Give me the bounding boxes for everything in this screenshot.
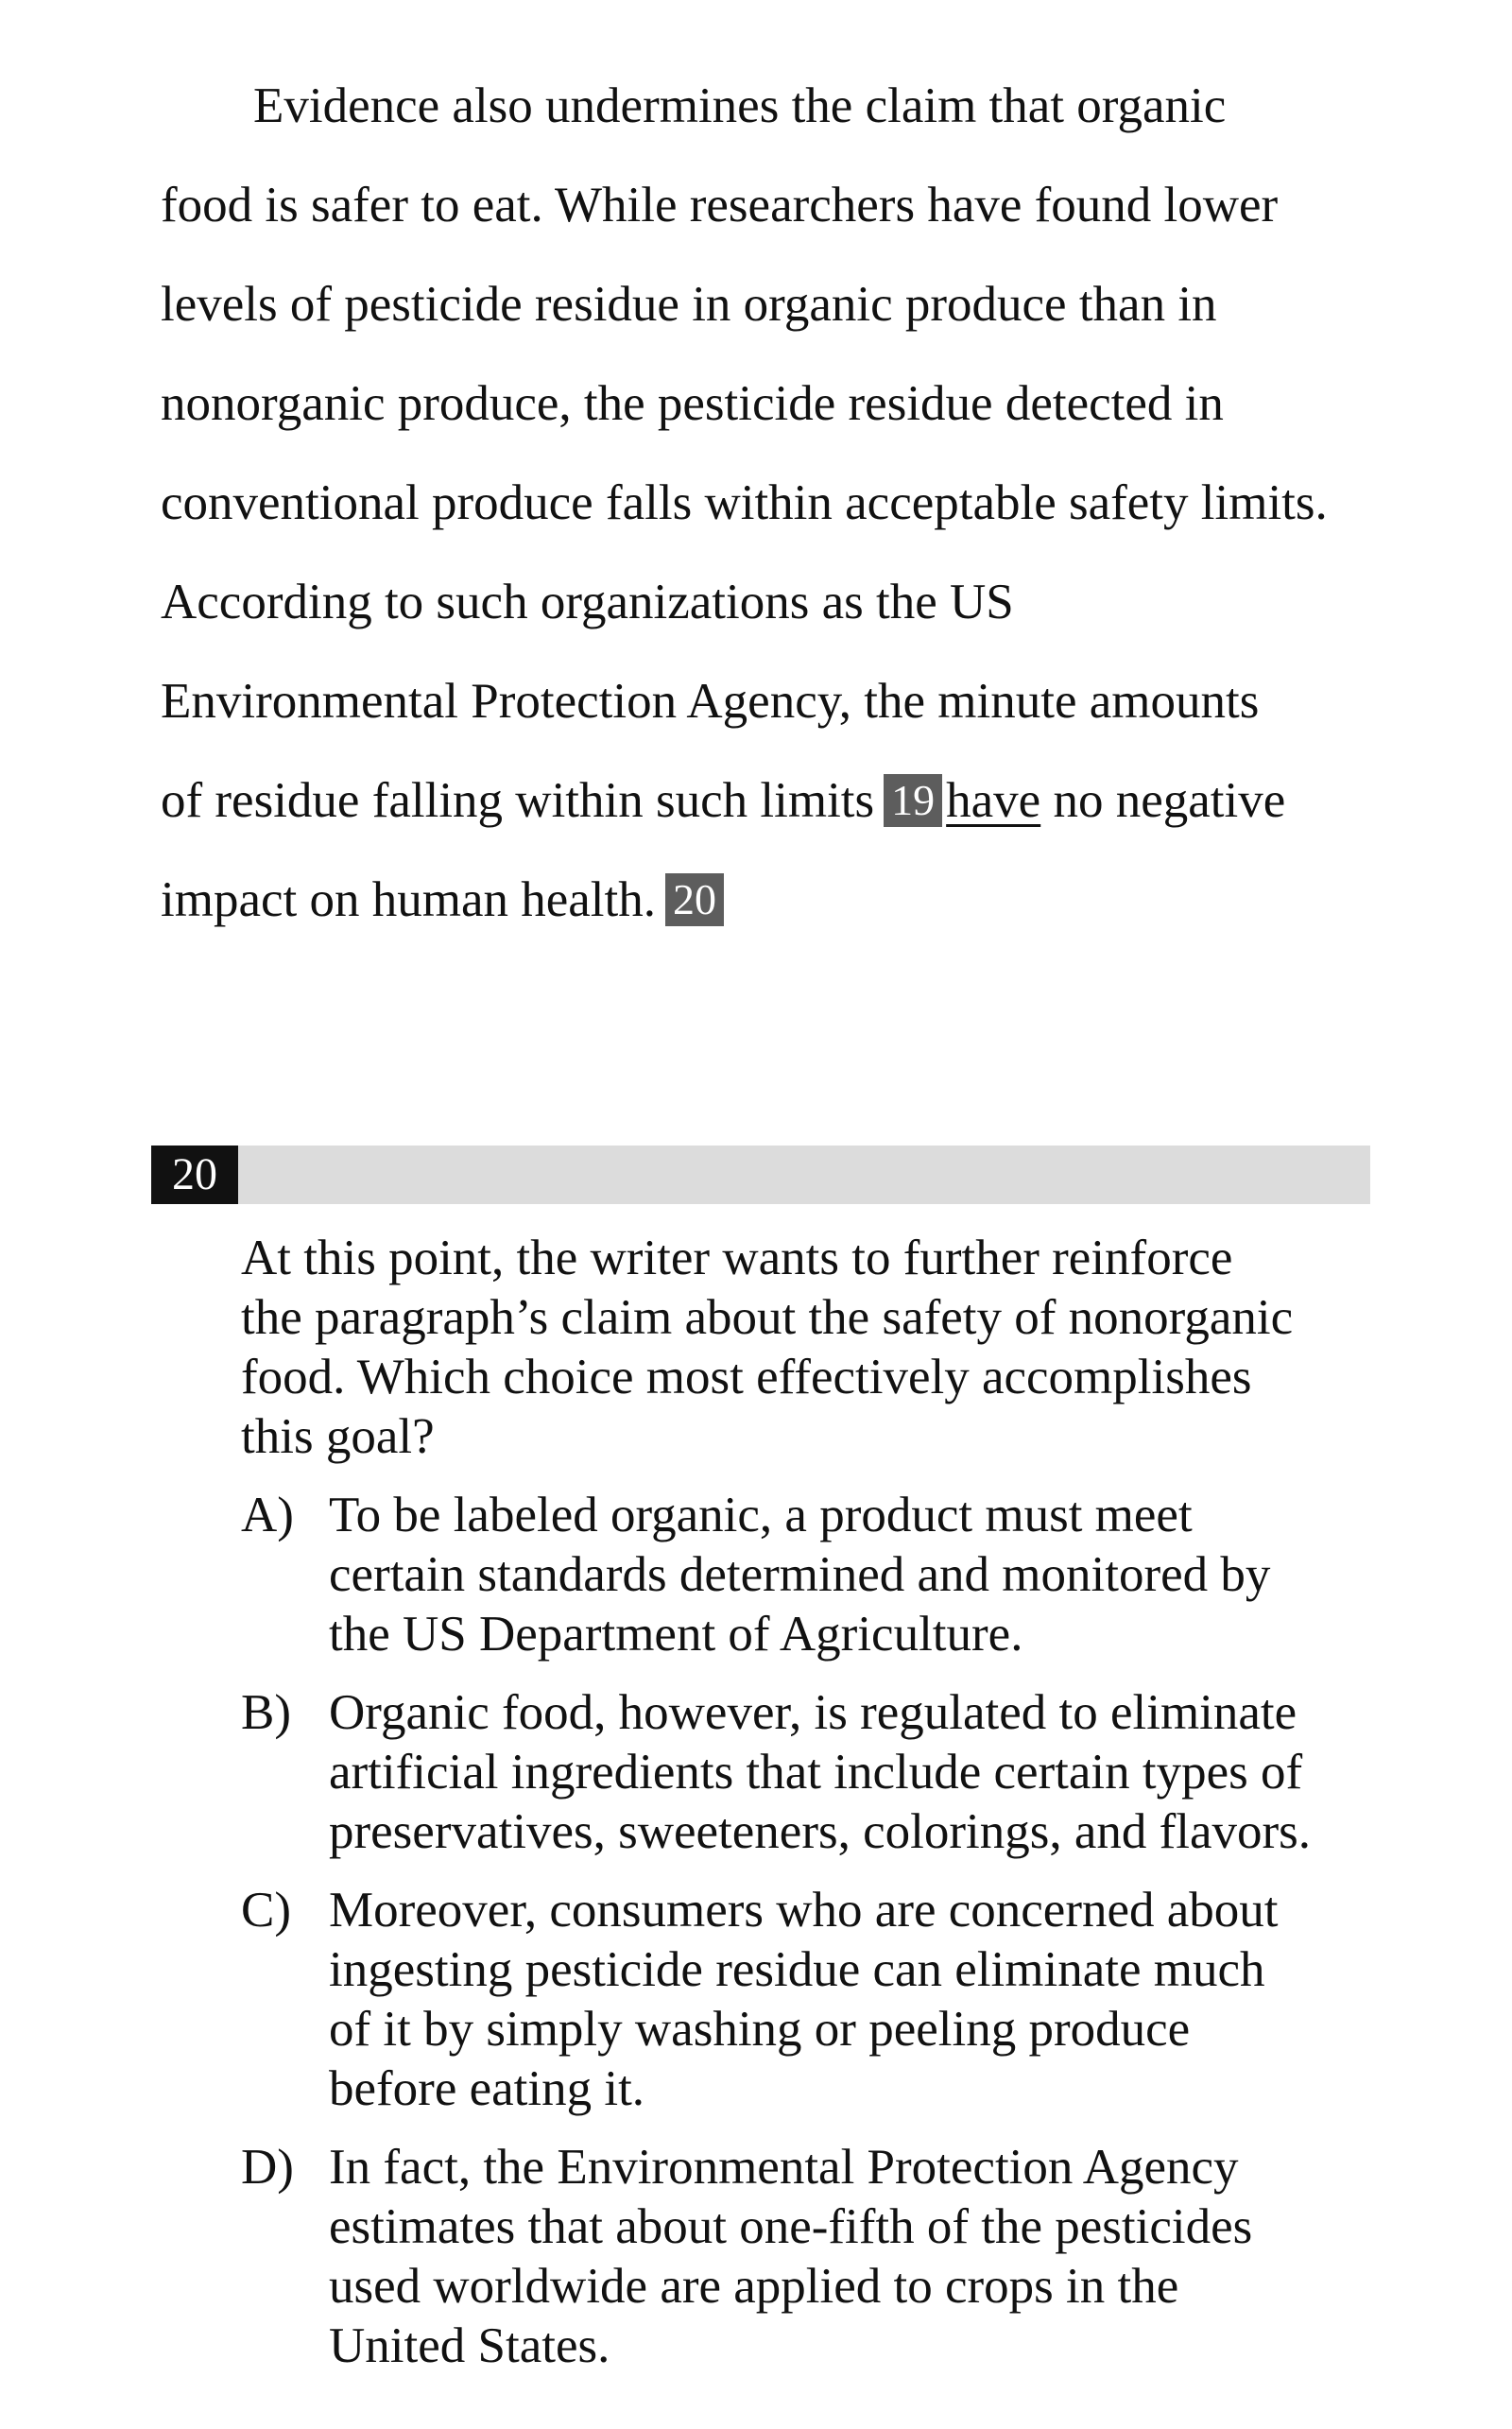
choice-letter: C) — [241, 1883, 291, 1938]
question-stem — [241, 1229, 1403, 1467]
choice-text — [329, 1881, 1279, 2119]
stem-line: food. Which choice most effectively accomplishes — [241, 1350, 1252, 1404]
question-number: 20 — [151, 1146, 238, 1204]
choice-b[interactable] — [241, 1683, 1403, 1862]
answer-choices — [241, 1486, 1403, 2376]
passage-line — [161, 851, 1389, 950]
passage-line: Environmental Protection Agency, the minute amounts — [161, 674, 1260, 729]
passage-text: of residue falling within such limits — [161, 773, 875, 828]
choice-text — [329, 1486, 1270, 1664]
passage-line: nonorganic produce, the pesticide residue detected in — [161, 376, 1224, 431]
passage-paragraph — [161, 57, 1389, 950]
choice-line: Moreover, consumers who are concerned about — [329, 1883, 1279, 1938]
choice-a[interactable] — [241, 1486, 1403, 1664]
question-header-bar — [151, 1146, 1370, 1204]
choice-line: To be labeled organic, a product must meet — [329, 1488, 1193, 1542]
question-marker-20[interactable]: 20 — [665, 873, 724, 926]
choice-line: used worldwide are applied to crops in the — [329, 2259, 1179, 2314]
choice-text — [329, 2138, 1252, 2376]
choice-line: United States. — [329, 2318, 610, 2373]
choice-d[interactable] — [241, 2138, 1403, 2376]
choice-letter: A) — [241, 1488, 294, 1542]
passage-line: levels of pesticide residue in organic produce than in — [161, 277, 1217, 332]
passage-line: Evidence also undermines the claim that organic — [253, 78, 1227, 133]
choice-line: preservatives, sweeteners, colorings, and flavors. — [329, 1804, 1312, 1859]
underlined-portion: have — [946, 773, 1041, 828]
passage — [161, 57, 1389, 950]
choice-letter: B) — [241, 1685, 291, 1740]
passage-line: According to such organizations as the US — [161, 575, 1014, 629]
choice-c[interactable] — [241, 1881, 1403, 2119]
stem-line: At this point, the writer wants to further reinforce — [241, 1231, 1233, 1285]
choice-line: Organic food, however, is regulated to eliminate — [329, 1685, 1297, 1740]
choice-line: before eating it. — [329, 2061, 645, 2116]
choice-line: certain standards determined and monitored by — [329, 1547, 1271, 1602]
choice-line: estimates that about one-fifth of the pesticides — [329, 2199, 1253, 2254]
choice-line: artificial ingredients that include certain types of — [329, 1745, 1303, 1800]
question-marker-19[interactable]: 19 — [884, 774, 942, 827]
choice-line: of it by simply washing or peeling produce — [329, 2002, 1191, 2057]
passage-text: no negative — [1053, 773, 1286, 828]
passage-line: food is safer to eat. While researchers have found lower — [161, 178, 1279, 233]
stem-line: this goal? — [241, 1409, 435, 1464]
passage-line: conventional produce falls within acceptable safety limits. — [161, 475, 1328, 530]
stem-line: the paragraph’s claim about the safety of nonorganic — [241, 1290, 1294, 1345]
passage-line — [161, 751, 1389, 851]
choice-line: ingesting pesticide residue can eliminate much — [329, 1942, 1265, 1997]
choice-line: In fact, the Environmental Protection Agency — [329, 2140, 1239, 2195]
passage-text: impact on human health. — [161, 872, 656, 927]
choice-text — [329, 1683, 1311, 1862]
choice-letter: D) — [241, 2140, 294, 2195]
question — [241, 1229, 1403, 2395]
choice-line: the US Department of Agriculture. — [329, 1607, 1023, 1662]
